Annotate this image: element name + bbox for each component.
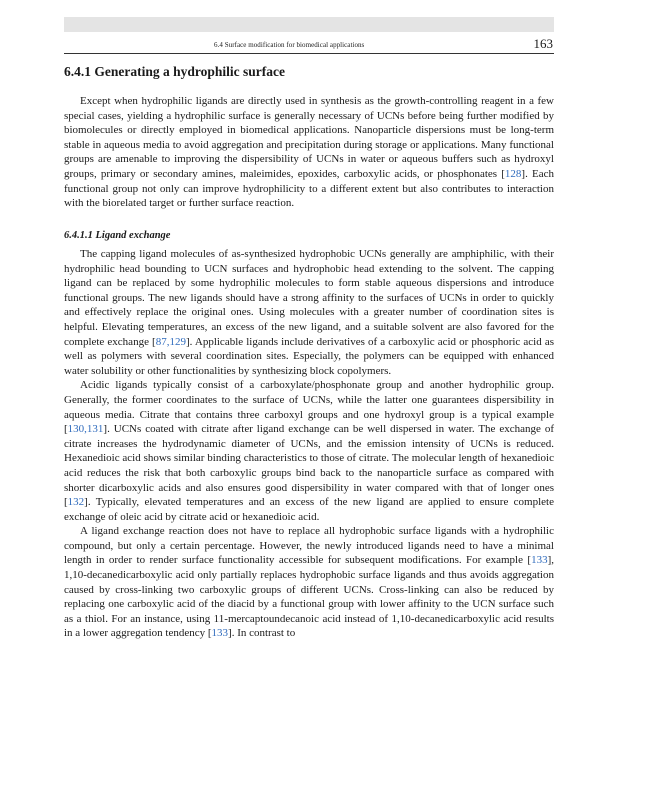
subsection-body: [64, 247, 554, 641]
section-body: [64, 94, 554, 211]
paragraph-3: [64, 524, 554, 641]
paragraph-text: ]. Each functional group not only can improve hydrophilicity to a different extent but also contributes to interaction with the biorelated target or further surface reaction.: [64, 167, 554, 210]
citation-link[interactable]: 130,131: [67, 423, 104, 436]
running-header: [64, 37, 554, 54]
paragraph-text: ]. UCNs coated with citrate after ligand exchange can be well dispersed in water. The exchange of citrate increases the hydrodynamic diameter of UCNs, and the emission intensity of UCNs is reduced. Hexanedioic acid shows similar binding characteristics to those of citrate. The molecular length of hexanedioic acid reduces the risk that both carboxylic groups bind back to the nanoparticle surface as compared with shorter dicarboxylic acids and also ensures good dispersibility in water compared with that of longer ones [: [64, 423, 554, 509]
citation-link[interactable]: 132: [67, 496, 85, 509]
subsection-title: 6.4.1.1 Ligand exchange: [64, 230, 171, 241]
paragraph-text: ], 1,10-decanedicarboxylic acid only partially replaces hydrophobic surface ligands and thus avoids aggregation caused by cross-linking two carboxylic groups of different UCNs. Cross-linking can also be reduced by replacing one carboxylic acid of the diacid by a functional group with lower affinity to the UCN surface such as a thiol. For an instance, using 11-mercaptoundecanoic acid instead of 1,10-decanedicarboxylic acid results in a lower aggregation tendency [: [64, 554, 554, 640]
header-bar: [64, 17, 554, 32]
citation-link[interactable]: 128: [504, 167, 522, 180]
citation-link[interactable]: 87,129: [155, 335, 186, 348]
paragraph-text: Acidic ligands typically consist of a carboxylate/phosphonate group and another hydrophilic group. Generally, the former coordinates to the surface of UCNs, while the latter one guarantees dispersibility in aqueous media. Citrate that contains three carboxyl groups and one hydroxyl group is a typical example [: [64, 379, 554, 436]
paragraph-text: A ligand exchange reaction does not have to replace all hydrophobic surface ligands with a hydrophilic compound, but only a certain percentage. However, the newly introduced ligands need to have a minimal length in order to render surface functionality accessible for subsequent modifications. For example [: [64, 525, 554, 567]
paragraph-text: The capping ligand molecules of as-synthesized hydrophobic UCNs generally are amphiphilic, with their hydrophilic head bounding to UCN surfaces and hydrophobic head extending to the solvent. The capping ligand can be replaced by some hydrophilic molecules to form stable aqueous dispersions and introduce functional groups. The new ligands should have a strong affinity to the surfaces of UCNs in order to quickly and effectively replace the original ones. Using molecules with a greater number of coordination sites is helpful. Elevating temperatures, an excess of the new ligand, and a suitable solvent are also favored for the complete exchange [: [64, 248, 554, 348]
paragraph-2: [64, 378, 554, 524]
paragraph-1: [64, 247, 554, 378]
running-title: 6.4 Surface modification for biomedical applications: [214, 41, 365, 49]
citation-link[interactable]: 133: [531, 554, 548, 567]
section-paragraph: [64, 94, 554, 211]
paragraph-text: ]. Typically, elevated temperatures and an excess of the new ligand are applied to ensure complete exchange of oleic acid by citrate acid or hexanedioic acid.: [64, 496, 554, 523]
section-title: 6.4.1 Generating a hydrophilic surface: [64, 64, 285, 79]
page-number: 163: [533, 36, 553, 51]
paragraph-text: Except when hydrophilic ligands are directly used in synthesis as the growth-controlling reagent in a few special cases, yielding a hydrophilic surface is generally necessary of UCNs before being further modified by biomolecules or directly employed in biomedical applications. Nanoparticle dispersions must be long-term stable in aqueous media to avoid aggregation and precipitation during storage or applications. Many functional groups are amenable to improving the dispersibility of UCNs in water or aqueous buffers such as hydroxyl groups, primary or secondary amines, maleimides, epoxides, carboxylic acids, or phosphonates [: [64, 95, 554, 180]
citation-link[interactable]: 133: [211, 627, 229, 640]
paragraph-text: ]. In contrast to: [228, 627, 296, 640]
paragraph-text: ]. Applicable ligands include derivatives of a carboxylic acid or phosphoric acid as well as polymers with several coordination sites. Especially, the polymers can be equipped with enhanced water solubility or other functionalities by synthesizing block copolymers.: [64, 335, 554, 377]
